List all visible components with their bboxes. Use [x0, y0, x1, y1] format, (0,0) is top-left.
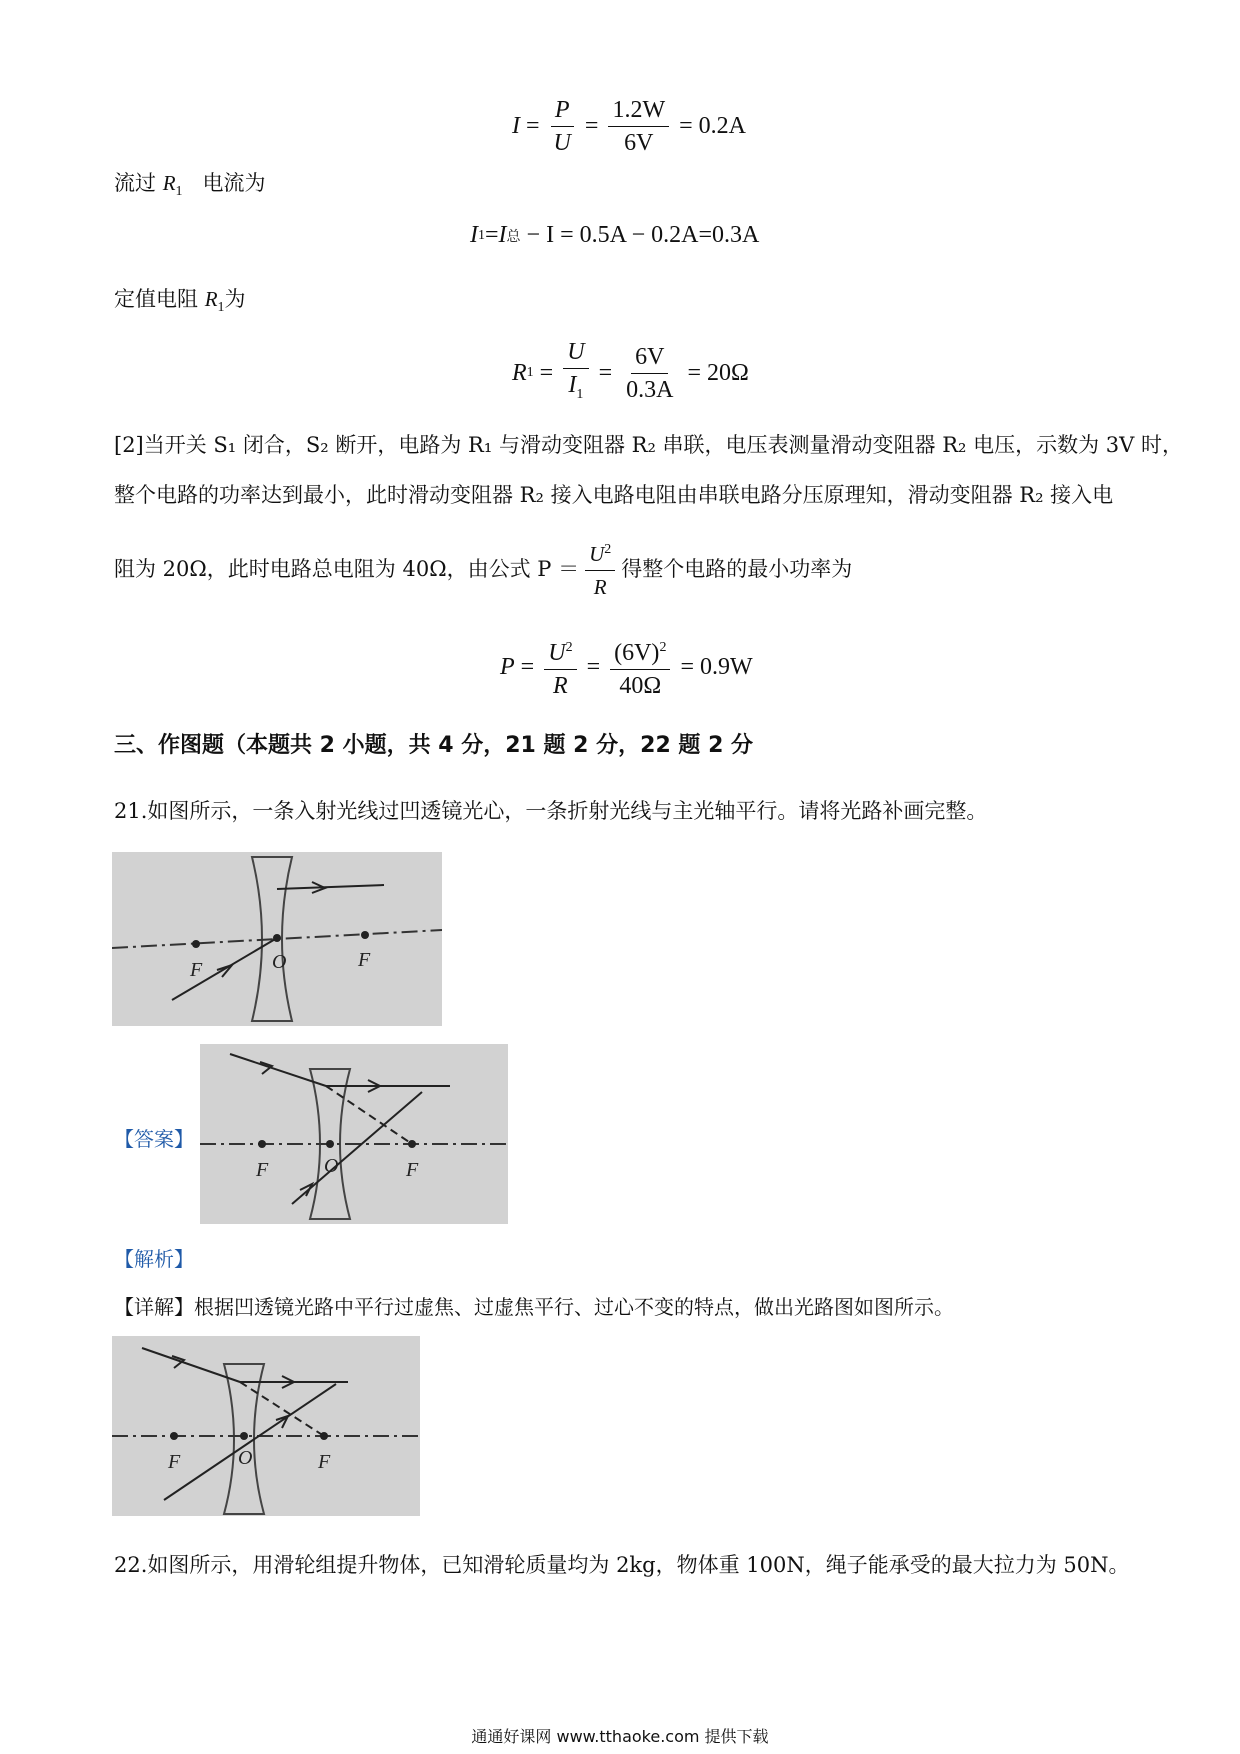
extension-line: [326, 1086, 412, 1144]
concave-lens-diagram: [112, 852, 442, 1026]
subscript: 总: [506, 228, 521, 245]
eq-rest: − I = 0.5A − 0.2A=0.3A: [526, 222, 760, 248]
equation-power-current: I = $\frac{P}{U}$ = $\frac{1.2W}{6V}$ = 0.2A: [512, 97, 746, 156]
focus-label: F: [318, 1451, 331, 1473]
fraction: [563, 338, 588, 409]
subscript: 1: [576, 386, 584, 402]
focal-point-dot: [258, 1140, 266, 1148]
arrow-icon: [172, 1356, 184, 1368]
center-ray: [164, 1384, 336, 1500]
eq-result: 0.2A: [698, 113, 746, 139]
fraction-numerator: P: [551, 96, 574, 127]
text-suffix: 电流为: [202, 171, 266, 195]
detail-tag: 【详解】: [114, 1295, 194, 1319]
eq-result: 20Ω: [707, 359, 749, 386]
focus-label: F: [358, 949, 371, 971]
symbol: R: [204, 287, 218, 311]
focus-label: F: [168, 1451, 181, 1473]
equation-resistance: R 1 = $\frac{U}{I_1}$ = $\frac{6V}{0.3A}$ = 20Ω: [512, 338, 749, 409]
inline-fraction: [585, 536, 615, 601]
text-line: [114, 168, 266, 207]
fraction-numerator: 6V: [631, 343, 668, 374]
fraction: [550, 96, 575, 157]
fraction-numerator: U: [589, 542, 605, 566]
paragraph-text: 阻为 20Ω，此时电路总电阻为 40Ω，由公式 P ＝: [114, 556, 580, 581]
arrow-icon: [276, 1416, 288, 1428]
concave-lens-detail-diagram: [112, 1336, 420, 1516]
fraction-numerator: U: [563, 338, 588, 369]
optical-center-dot: [326, 1140, 334, 1148]
subscript: 1: [526, 365, 534, 381]
text-suffix: 为: [224, 287, 246, 311]
analysis-tag: 【解析】: [114, 1247, 194, 1271]
detail-line: [114, 1292, 954, 1322]
text-prefix: 定值电阻: [114, 287, 205, 311]
fraction-denominator: R: [553, 673, 568, 699]
lens-detail-figure: [112, 1336, 420, 1516]
fraction-numerator: 1.2W: [608, 96, 669, 127]
eq-symbol: I: [470, 222, 478, 248]
paragraph-text: 得整个电路的最小功率为: [621, 556, 853, 581]
eq-symbol: R: [512, 359, 527, 386]
lens-answer-figure: [200, 1044, 508, 1224]
page-footer: 通通好课网 www.tthaoke.com 提供下载: [471, 1727, 769, 1746]
symbol: R: [162, 171, 176, 195]
paragraph-line: 整个电路的功率达到最小，此时滑动变阻器 R₂ 接入电路电阻由串联电路分压原理知，滑动变阻器 R₂ 接入电: [114, 483, 1114, 507]
optical-center-dot: [240, 1432, 248, 1440]
fraction: [608, 96, 669, 157]
focus-label: F: [190, 959, 203, 981]
equation-min-power: P = $\frac{U^2}{R}$ = $\frac{(6V)^2}{40\Omega}$ = 0.9W: [500, 634, 753, 700]
arrow-icon: [300, 1184, 312, 1196]
paragraph-line: [114, 536, 852, 601]
text-prefix: 流过: [114, 171, 163, 195]
question-22-text: 22.如图所示，用滑轮组提升物体，已知滑轮质量均为 2kg，物体重 100N，绳子能承受的最大拉力为 50N。: [114, 1553, 1130, 1577]
detail-text: 根据凹透镜光路中平行过虚焦、过虚焦平行、过心不变的特点，做出光路图如图所示。: [194, 1295, 954, 1319]
focus-label: F: [256, 1159, 269, 1181]
center-label: O: [238, 1447, 253, 1469]
center-label: O: [324, 1155, 339, 1177]
fraction-denominator: I: [568, 372, 577, 398]
fraction-numerator: U: [548, 640, 566, 666]
superscript: 2: [659, 640, 667, 655]
eq-symbol: I: [498, 222, 507, 248]
eq-result: 0.9W: [699, 653, 753, 680]
fraction-denominator: 6V: [624, 130, 654, 156]
focus-label: F: [406, 1159, 419, 1181]
focal-point-dot: [192, 940, 200, 948]
center-label: O: [272, 951, 287, 973]
fraction: [622, 343, 677, 404]
question-21-text: 21.如图所示，一条入射光线过凹透镜光心，一条折射光线与主光轴平行。请将光路补画完整。: [114, 799, 988, 823]
fraction-denominator: 40Ω: [619, 673, 662, 699]
eq-symbol: I: [512, 113, 520, 139]
subscript: 1: [217, 300, 225, 316]
fraction: [544, 634, 576, 700]
eq-symbol: P: [500, 653, 515, 680]
answer-tag: 【答案】: [114, 1127, 194, 1151]
focal-point-dot: [361, 931, 369, 939]
refracted-ray: [277, 885, 384, 889]
eq-sign: =: [485, 222, 499, 248]
superscript: 2: [604, 542, 612, 557]
concave-lens-answer-diagram: [200, 1044, 508, 1224]
equation-branch-current: [470, 222, 759, 249]
superscript: 2: [565, 640, 573, 655]
text-line: [114, 284, 246, 323]
fraction-denominator: U: [553, 130, 571, 156]
fraction: [610, 634, 670, 700]
subscript: 1: [478, 227, 485, 243]
fraction-numerator: (6V): [614, 640, 660, 666]
fraction-denominator: R: [593, 575, 607, 599]
lens-question-figure: [112, 852, 442, 1026]
focal-point-dot: [170, 1432, 178, 1440]
fraction-denominator: 0.3A: [626, 376, 674, 403]
subscript: 1: [175, 184, 183, 200]
section-heading: 三、作图题（本题共 2 小题，共 4 分，21 题 2 分，22 题 2 分: [114, 733, 754, 758]
paragraph-line: [2]当开关 S₁ 闭合，S₂ 断开，电路为 R₁ 与滑动变阻器 R₂ 串联，电压表测量滑动变阻器 R₂ 电压，示数为 3V 时，: [114, 433, 1183, 457]
